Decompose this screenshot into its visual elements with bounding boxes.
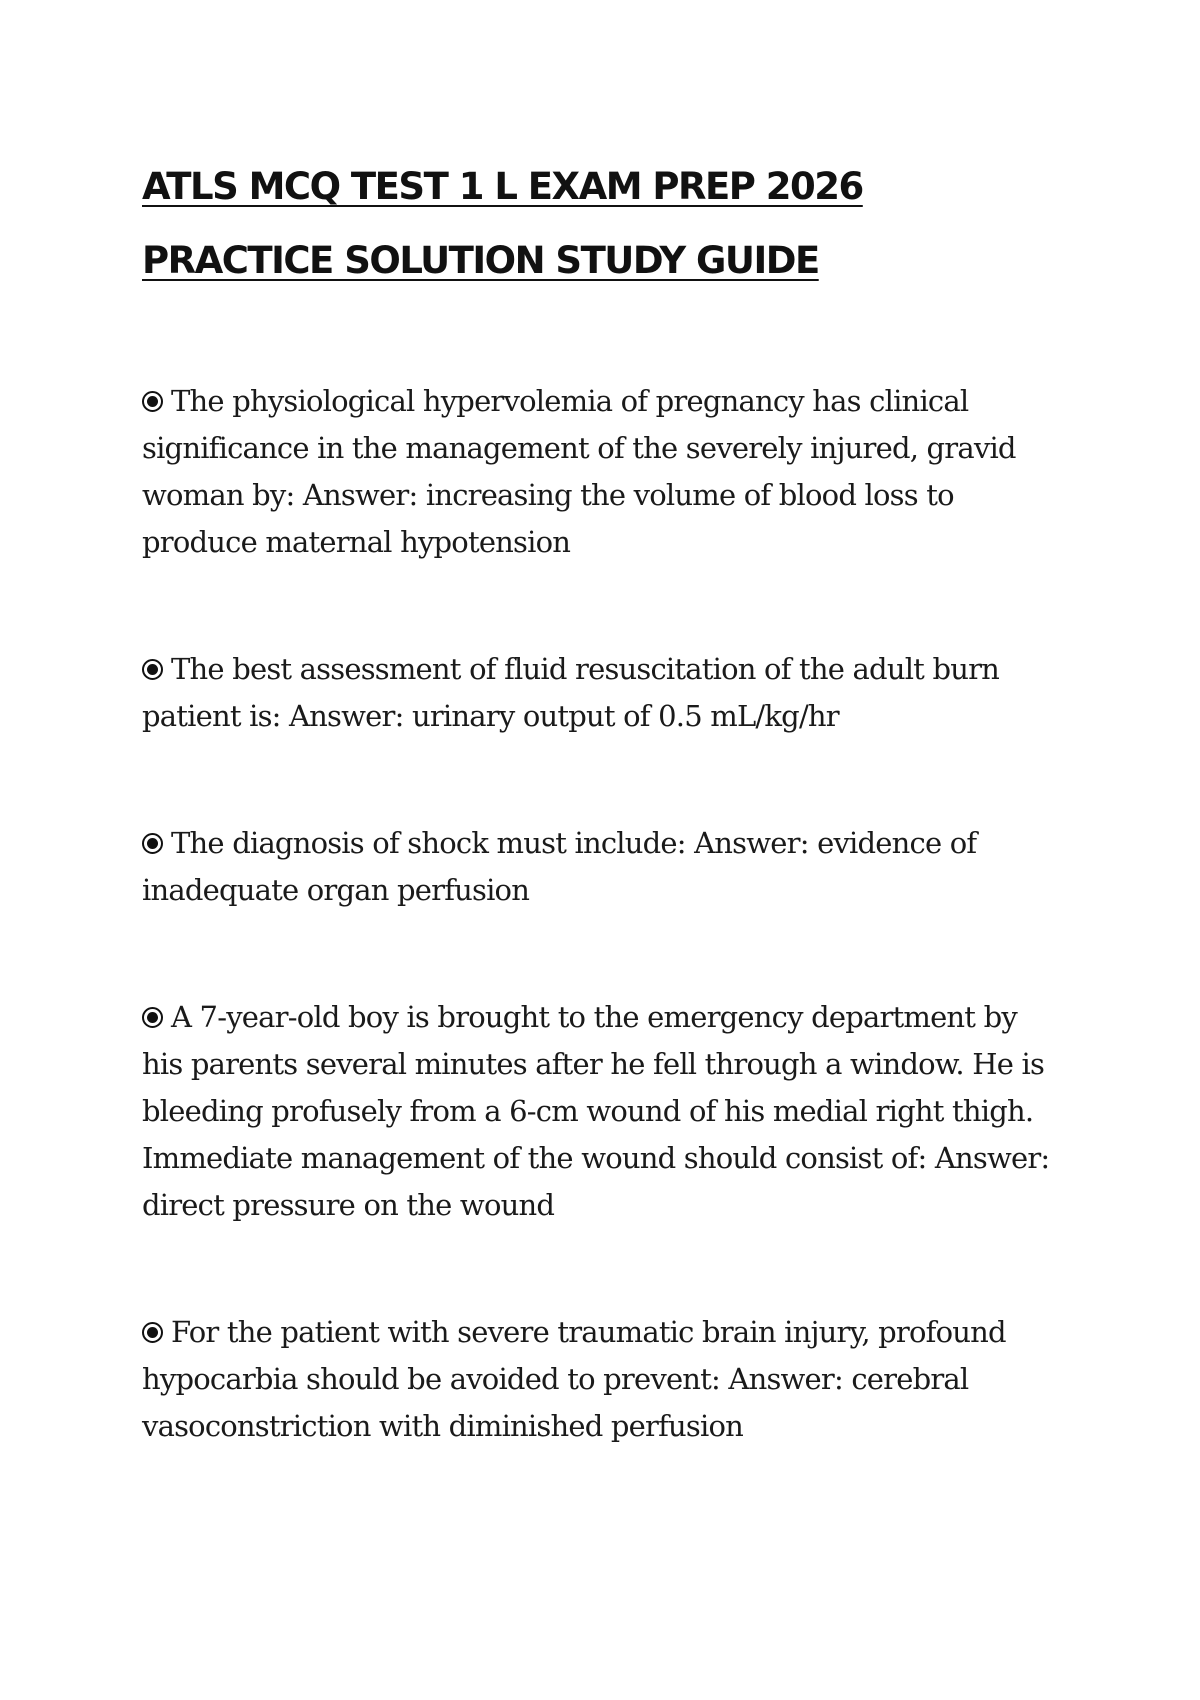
radio-bullet-icon	[142, 1322, 163, 1343]
list-item	[142, 646, 1062, 740]
radio-bullet-icon	[142, 391, 163, 412]
list-item	[142, 1309, 1062, 1450]
list-item	[142, 820, 1062, 914]
question-answer-text: The physiological hypervolemia of pregnancy has clinical significance in the management of the severely injured, gravid woman by: Answer: increasing the volume of blood loss to produce maternal hypotension	[142, 384, 1016, 559]
document-title-line-1: ATLS MCQ TEST 1 L EXAM PREP 2026	[142, 165, 863, 208]
radio-bullet-icon	[142, 1007, 163, 1028]
document-title	[142, 150, 1102, 298]
question-answer-text: For the patient with severe traumatic brain injury, profound hypocarbia should be avoided to prevent: Answer: cerebral vasoconstriction with diminished perfusion	[142, 1315, 1006, 1443]
question-answer-list	[142, 378, 1062, 1530]
question-answer-text: A 7-year-old boy is brought to the emergency department by his parents several minutes after he fell through a window. He is bleeding profusely from a 6-cm wound of his medial right thigh. Immediate management of the wound should consist of: Answer: direct pressure on the wound	[142, 1000, 1050, 1222]
question-answer-text: The diagnosis of shock must include: Answer: evidence of inadequate organ perfusion	[142, 826, 977, 907]
radio-bullet-icon	[142, 833, 163, 854]
radio-bullet-icon	[142, 659, 163, 680]
document-title-line-2: PRACTICE SOLUTION STUDY GUIDE	[142, 239, 819, 282]
list-item	[142, 378, 1062, 566]
list-item	[142, 994, 1062, 1229]
question-answer-text: The best assessment of fluid resuscitation of the adult burn patient is: Answer: urinary output of 0.5 mL/kg/hr	[142, 652, 1000, 733]
